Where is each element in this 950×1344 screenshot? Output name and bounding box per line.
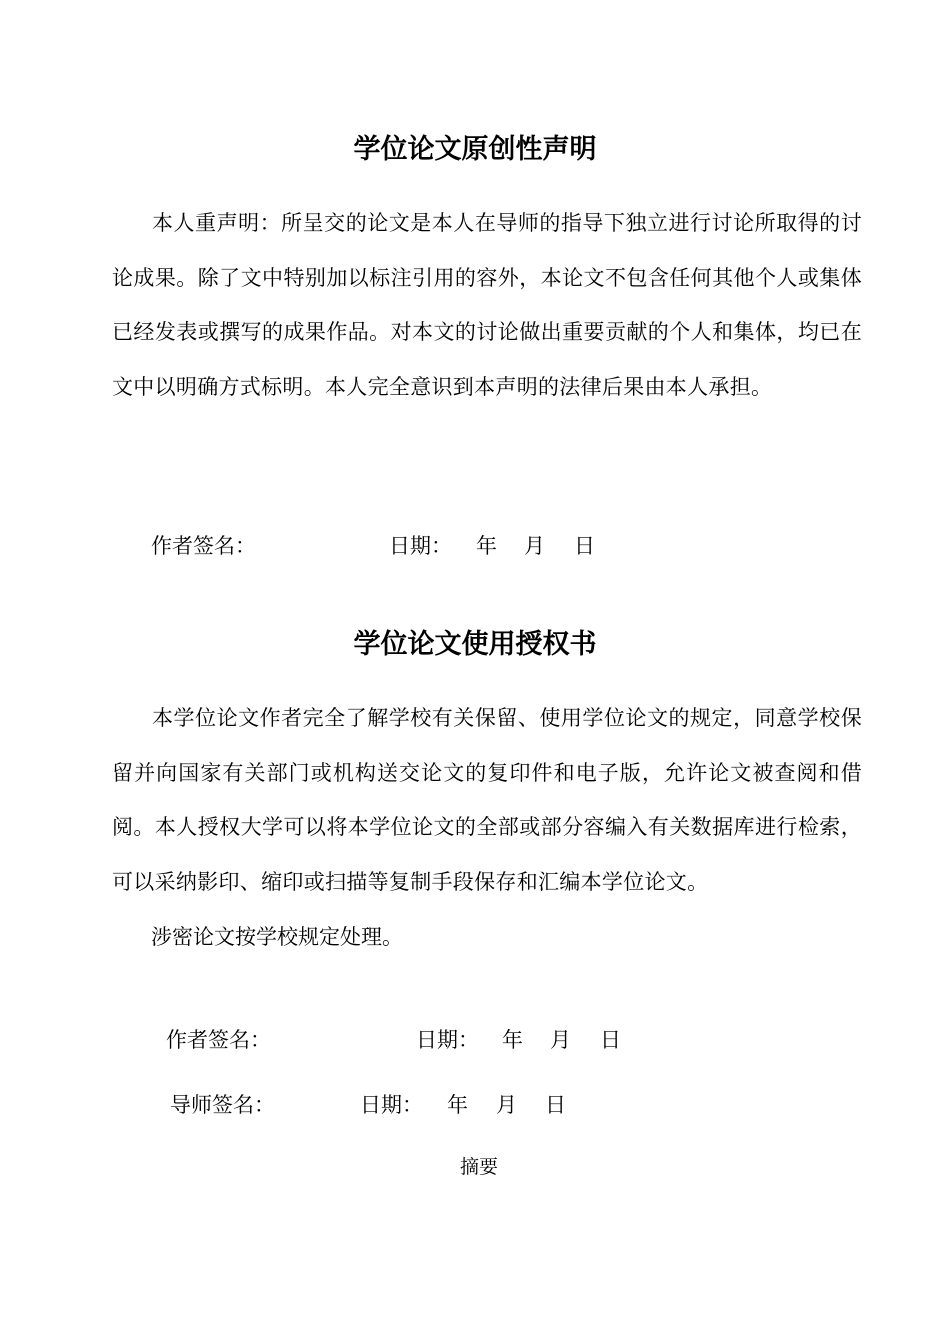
month-label: 月 [496, 1093, 517, 1117]
author-signature-label: 作者签名： [151, 534, 256, 558]
declaration-title: 学位论文原创性声明 [353, 134, 597, 165]
day-label: 日 [545, 1093, 566, 1117]
day-label: 日 [600, 1028, 621, 1052]
date-label: 日期： [416, 1028, 479, 1052]
abstract-heading: 摘要 [460, 1156, 499, 1178]
year-label: 年 [476, 534, 497, 558]
authorization-body: 本学位论文作者完全了解学校有关保留、使用学位论文的规定，同意学校保留并向国家有关部门或机构送交论文的复印件和电子版，允许论文被查阅和借阅。本人授权大学可以将本学位论文的全部或部分容编入有关数据库进行检索，可以采纳影印、缩印或扫描等复制手段保存和汇编本学位论文。 [112, 706, 862, 894]
date-label: 日期： [389, 534, 452, 558]
declaration-body: 本人重声明：所呈交的论文是本人在导师的指导下独立进行讨论所取得的讨论成果。除了文中特别加以标注引用的容外，本论文不包含任何其他个人或集体已经发表或撰写的成果作品。对本文的讨论做出重要贡献的个人和集体，均已在文中以明确方式标明。本人完全意识到本声明的法律后果由本人承担。 [112, 211, 862, 399]
authorization-title: 学位论文使用授权书 [353, 629, 597, 660]
author-signature-label: 作者签名： [166, 1028, 271, 1052]
date-label: 日期： [360, 1093, 423, 1117]
year-label: 年 [447, 1093, 468, 1117]
day-label: 日 [574, 534, 595, 558]
secret-note: 涉密论文按学校规定处理。 [151, 925, 403, 949]
month-label: 月 [524, 534, 545, 558]
month-label: 月 [550, 1028, 571, 1052]
advisor-signature-label: 导师签名： [170, 1093, 275, 1117]
year-label: 年 [502, 1028, 523, 1052]
